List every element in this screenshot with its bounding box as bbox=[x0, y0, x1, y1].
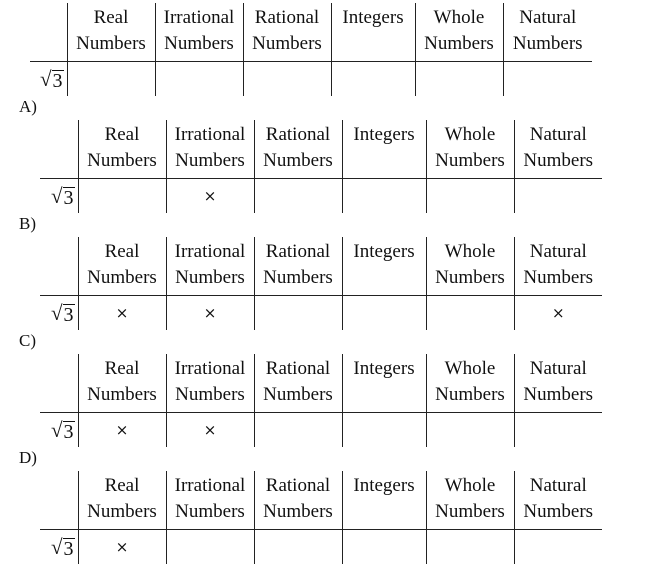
header-real: Real Numbers bbox=[78, 237, 166, 296]
mark-irrational: × bbox=[203, 187, 217, 205]
mark-real: × bbox=[115, 421, 129, 439]
cell-integers bbox=[342, 179, 426, 214]
header-whole: Whole Numbers bbox=[426, 237, 514, 296]
option-a-label: A) bbox=[19, 97, 37, 116]
question-table bbox=[30, 3, 592, 96]
cell-rational bbox=[243, 62, 331, 97]
cell-real bbox=[78, 179, 166, 214]
cell-integers bbox=[331, 62, 415, 97]
corner-cell bbox=[40, 120, 78, 179]
header-integers: Integers bbox=[342, 120, 426, 179]
mark-natural: × bbox=[551, 304, 565, 322]
row-label-sqrt-3: √ 3 bbox=[30, 62, 67, 97]
cell-integers bbox=[342, 296, 426, 331]
header-natural: Natural Numbers bbox=[514, 354, 602, 413]
header-integers: Integers bbox=[342, 237, 426, 296]
option-b-label: B) bbox=[19, 214, 36, 233]
header-whole: Whole Numbers bbox=[426, 354, 514, 413]
row-label-sqrt-3: √ 3 bbox=[40, 296, 78, 331]
header-real: Real Numbers bbox=[78, 354, 166, 413]
header-irrational: Irrational Numbers bbox=[166, 237, 254, 296]
cell-whole bbox=[426, 413, 514, 448]
header-irrational: Irrational Numbers bbox=[166, 120, 254, 179]
header-integers: Integers bbox=[342, 354, 426, 413]
option-c-table bbox=[40, 354, 602, 447]
cell-rational bbox=[254, 530, 342, 565]
cell-natural bbox=[514, 179, 602, 214]
cell-irrational bbox=[166, 530, 254, 565]
row-label-sqrt-3: √ 3 bbox=[40, 413, 78, 448]
option-d-table bbox=[40, 471, 602, 564]
header-whole: Whole Numbers bbox=[426, 471, 514, 530]
corner-cell bbox=[40, 354, 78, 413]
header-integers: Integers bbox=[342, 471, 426, 530]
cell-rational bbox=[254, 413, 342, 448]
header-natural: Natural Numbers bbox=[514, 471, 602, 530]
mark-irrational: × bbox=[203, 421, 217, 439]
cell-real bbox=[78, 530, 166, 565]
option-d-label: D) bbox=[19, 448, 37, 467]
header-real: Real Numbers bbox=[78, 120, 166, 179]
cell-integers bbox=[342, 413, 426, 448]
mark-real: × bbox=[115, 304, 129, 322]
cell-natural bbox=[503, 62, 592, 97]
cell-irrational bbox=[155, 62, 243, 97]
cell-natural bbox=[514, 530, 602, 565]
row-label-sqrt-3: √ 3 bbox=[40, 530, 78, 565]
header-rational: Rational Numbers bbox=[254, 237, 342, 296]
cell-natural bbox=[514, 296, 602, 331]
option-a-table bbox=[40, 120, 602, 213]
header-rational: Rational Numbers bbox=[254, 120, 342, 179]
cell-irrational bbox=[166, 413, 254, 448]
mark-irrational: × bbox=[203, 304, 217, 322]
header-rational: Rational Numbers bbox=[243, 3, 331, 62]
cell-rational bbox=[254, 179, 342, 214]
header-whole: Whole Numbers bbox=[415, 3, 503, 62]
header-irrational: Irrational Numbers bbox=[166, 471, 254, 530]
header-integers: Integers bbox=[331, 3, 415, 62]
header-rational: Rational Numbers bbox=[254, 471, 342, 530]
header-rational: Rational Numbers bbox=[254, 354, 342, 413]
header-natural: Natural Numbers bbox=[503, 3, 592, 62]
header-real: Real Numbers bbox=[67, 3, 155, 62]
corner-cell bbox=[40, 471, 78, 530]
cell-natural bbox=[514, 413, 602, 448]
corner-cell bbox=[30, 3, 67, 62]
row-label-sqrt-3: √ 3 bbox=[40, 179, 78, 214]
cell-real bbox=[67, 62, 155, 97]
option-c-label: C) bbox=[19, 331, 36, 350]
cell-real bbox=[78, 413, 166, 448]
cell-whole bbox=[426, 296, 514, 331]
corner-cell bbox=[40, 237, 78, 296]
cell-irrational bbox=[166, 296, 254, 331]
header-natural: Natural Numbers bbox=[514, 120, 602, 179]
cell-whole bbox=[426, 530, 514, 565]
cell-real bbox=[78, 296, 166, 331]
header-natural: Natural Numbers bbox=[514, 237, 602, 296]
header-real: Real Numbers bbox=[78, 471, 166, 530]
cell-whole bbox=[415, 62, 503, 97]
cell-whole bbox=[426, 179, 514, 214]
cell-rational bbox=[254, 296, 342, 331]
cell-integers bbox=[342, 530, 426, 565]
header-irrational: Irrational Numbers bbox=[166, 354, 254, 413]
option-b-table bbox=[40, 237, 602, 330]
mark-real: × bbox=[115, 538, 129, 556]
header-irrational: Irrational Numbers bbox=[155, 3, 243, 62]
header-whole: Whole Numbers bbox=[426, 120, 514, 179]
cell-irrational bbox=[166, 179, 254, 214]
